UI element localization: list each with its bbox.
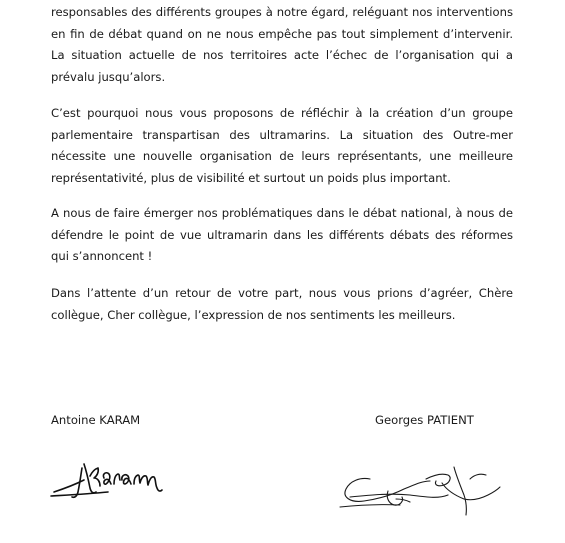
paragraph-3: A nous de faire émerger nos problématiques dans le débat national, à nous de défendre le point de vue ultramarin dans les différents débats des réformes qui s’annoncent ! — [51, 206, 513, 263]
signatory-name-right: Georges PATIENT — [375, 413, 474, 427]
paragraph-4: Dans l’attente d’un retour de votre part, nous vous prions d’agréer, Chère collègue, Cher collègue, l’expression de nos sentiments les meilleurs. — [51, 286, 513, 322]
handwritten-signature-right — [330, 455, 505, 525]
paragraph-2: C’est pourquoi nous vous proposons de réfléchir à la création d’un groupe parlementaire transpartisan des ultramarins. La situation des Outre-mer nécessite une nouvelle organisation de leurs représentants, une meilleure représentativité, plus de visibilité et surtout un poids plus important. — [51, 106, 513, 185]
signatory-name-left: Antoine KARAM — [51, 413, 141, 427]
handwritten-signature-left — [48, 448, 178, 508]
paragraph-1: responsables des différents groupes à notre égard, reléguant nos interventions en fin de débat quand on ne nous empêche pas tout simplement d’intervenir. La situation actuelle de nos territoires acte l’échec de l’organisation qui a prévalu jusqu’alors. — [51, 5, 513, 84]
